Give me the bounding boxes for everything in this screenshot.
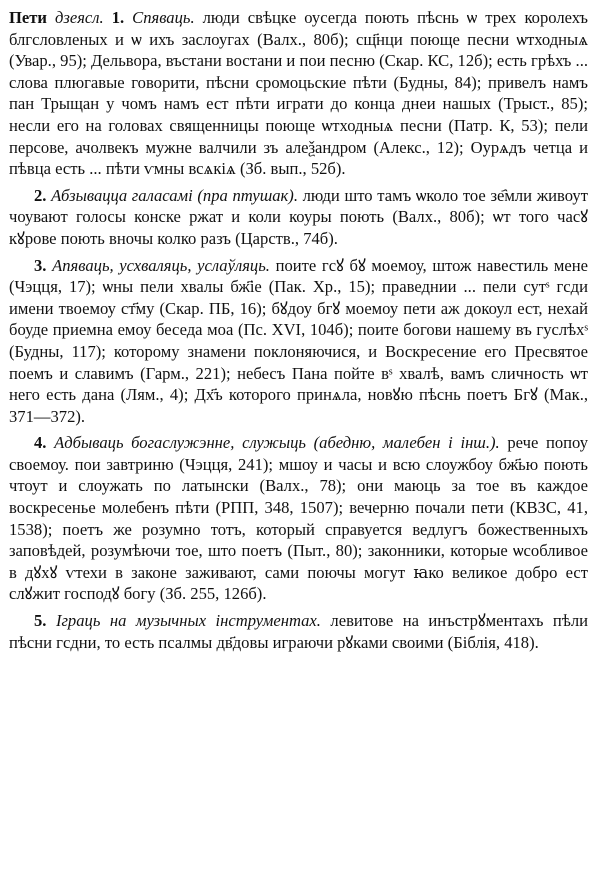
sense-citations: рече попоу своемоу. пои завтриню (Чэцця, 241); мшоу и часы и всю слоужбоу бж҃ью поють чтоут и слоужать по латынски (Валх., 78); они маюць за тое въ каждое воскресенье молебенъ пѣти (РПП, 348, 1507); вечерню почали пети (КВЗС, 41, 1538); поетъ же розумно тотъ, который справуется ведлугъ божественныхъ заповѣдей, розумѣючи тое, што поетъ (Пыт., 80); законники, которые ѡсобливое в дꙋхꙋ ѵтехи в законе заживают, сами поючы могут ꙗко великое добро ест слꙋжит господꙋ богу (Зб. 255, 126б). bbox=[9, 433, 589, 604]
sense-4 bbox=[9, 432, 588, 605]
sense-citations: левитове на инъстрꙋментахъ пѣли пѣсни гсдни, то есть псалмы дв҃довы играючи рꙋками своими (Біблія, 418). bbox=[9, 611, 588, 652]
sense-2 bbox=[9, 185, 588, 250]
sense-citations: люди што тамъ ѡколо тое зе҄мли живоут чоувают голосы конске ржат и коли коуры поють (Валх., 80б); ѡт того часꙋ кꙋрове поють вночы колко разъ (Царств., 74б). bbox=[9, 185, 588, 248]
sense-definition: Спяваць. bbox=[132, 8, 195, 27]
sense-definition: Абзываццa галасамі (пра птушак). bbox=[51, 185, 298, 205]
sense-citations: поите гсꙋ бꙋ моемоу, штож навестиль мене (Чэцця, 17); ѡны пели хвалы бж҃іе (Пак. Хр., 15); праведнии ... пели сутˢ гсди имени твоемоу ст҃му (Скар. ПБ, 16); бꙋдоу бгꙋ моемоу пети аж докоул ест, нехай боуде приемна емоу беседа моа (Пс. XVI, 104б); поите богови нашему въ гуслѣхˢ (Будны, 117); которому знамени поклоняючися, и Воскресение его Пресвятое поемъ и славимъ (Гарм., 221); небесъ Пана пойте вˢ хвалѣ, вамъ сличность ѡт него есть дана (Лям., 4); Дх҃ъ которого принѧла, новꙋю пѣснь поетъ Бгꙋ (Мак., 371—372). bbox=[9, 255, 589, 426]
sense-number: 2. bbox=[34, 185, 47, 205]
sense-5 bbox=[9, 610, 588, 653]
sense-number: 4. bbox=[34, 433, 47, 453]
sense-definition: Апяваць, усхваляць, услаўляць. bbox=[52, 255, 270, 275]
sense-1 bbox=[9, 7, 588, 180]
sense-definition: Адбываць богаслужэнне, служыць (абедню, малебен і інш.). bbox=[54, 433, 500, 453]
grammar-label: дзеясл. bbox=[54, 8, 104, 27]
headword: Пети bbox=[9, 8, 47, 27]
sense-citations: люди свѣцкe оусегда поють пѣснь ѡ трех королехъ блгсловленых и ѡ ихъ заслоугах (Валх., 80б); сщ҃нци поюще песни ѡтходныѧ (Увар., 95); Дельвора, въстани востани и пои песню (Скар. КС, 12б); есть грѣхъ ... слова плюгавые говорити, пѣсни сромоцьские пѣти (Будны, 84); привелъ намъ пан Трыщан у чомъ намъ ест пѣти играти до конца днеи нашых (Трыст., 85); несли его на головах священницы поюще ѡтходныѧ песни (Патр. К, 53); пели персове, ачолвекъ мужне валчили зъ алеѯандром (Алекс., 12); Оурѧдъ четца и пѣвца есть ... пѣти ѵмны всѧкіѧ (Зб. вып., 52б). bbox=[9, 8, 589, 179]
sense-number: 5. bbox=[34, 611, 47, 631]
sense-definition: Іграць на музычных інструментах. bbox=[55, 611, 321, 631]
sense-3 bbox=[9, 255, 588, 428]
sense-number: 3. bbox=[34, 255, 47, 275]
sense-number: 1. bbox=[111, 8, 125, 27]
